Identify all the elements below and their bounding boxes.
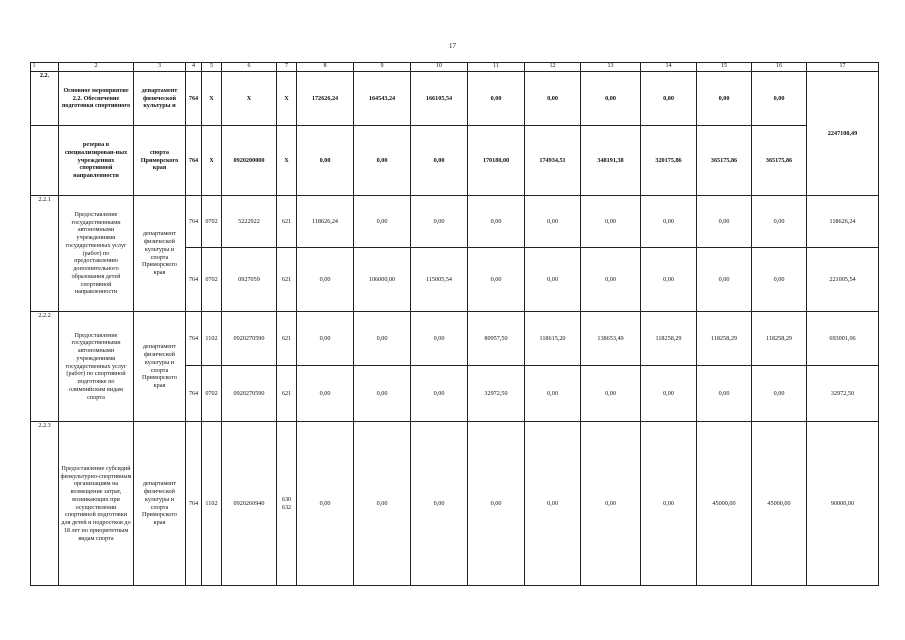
cell-expense-type: X xyxy=(277,72,297,126)
cell-grbs: 764 xyxy=(186,196,202,248)
cell-value: 320175,86 xyxy=(641,126,697,196)
cell-value: 0,00 xyxy=(411,312,468,366)
cell-section: X xyxy=(202,126,222,196)
header-cell: 15 xyxy=(697,63,752,72)
executor: департамент физической культуры и спорта Приморского края xyxy=(134,422,186,586)
cell-value: 0,00 xyxy=(354,312,411,366)
cell-value: 0,00 xyxy=(297,366,354,422)
cell-value: 0,00 xyxy=(468,248,525,312)
header-cell: 4 xyxy=(186,63,202,72)
cell-total: 90000,00 xyxy=(807,422,879,586)
header-cell: 1 xyxy=(31,63,59,72)
header-cell: 8 xyxy=(297,63,354,72)
cell-total: 2247108,49 xyxy=(807,72,879,196)
cell-value: 0,00 xyxy=(752,196,807,248)
cell-value: 170180,00 xyxy=(468,126,525,196)
cell-section: 0702 xyxy=(202,248,222,312)
table-row xyxy=(31,196,879,248)
cell-value: 0,00 xyxy=(525,248,581,312)
cell-value: 0,00 xyxy=(641,72,697,126)
cell-expense-type: 621 xyxy=(277,248,297,312)
cell-value: 0,00 xyxy=(697,196,752,248)
cell-target-article: 5222922 xyxy=(222,196,277,248)
cell-value: 0,00 xyxy=(581,196,641,248)
cell-value: 0,00 xyxy=(411,366,468,422)
cell-expense-type: 630 632 xyxy=(277,422,297,586)
header-cell: 13 xyxy=(581,63,641,72)
cell-value: 0,00 xyxy=(752,366,807,422)
header-cell: 11 xyxy=(468,63,525,72)
header-cell: 12 xyxy=(525,63,581,72)
cell-grbs: 764 xyxy=(186,126,202,196)
executor: департамент физической культуры и спорта Приморского края xyxy=(134,196,186,312)
cell-grbs: 764 xyxy=(186,422,202,586)
header-cell: 16 xyxy=(752,63,807,72)
cell-value: 115005,54 xyxy=(411,248,468,312)
cell-grbs: 764 xyxy=(186,72,202,126)
header-cell: 5 xyxy=(202,63,222,72)
cell-value: 365175,86 xyxy=(697,126,752,196)
activity-description: Предоставление государственными автономными учреждениями государственных услуг (работ) по предоставлению дополнительного образования детей спортивной направленности xyxy=(59,196,134,312)
cell-target-article: 0927059 xyxy=(222,248,277,312)
cell-value: 0,00 xyxy=(411,126,468,196)
table-row xyxy=(31,72,879,126)
cell-value: 0,00 xyxy=(297,248,354,312)
header-cell: 9 xyxy=(354,63,411,72)
cell-total: 32972,50 xyxy=(807,366,879,422)
cell-target-article: 0920200000 xyxy=(222,126,277,196)
cell-value: 0,00 xyxy=(581,72,641,126)
cell-value: 0,00 xyxy=(297,126,354,196)
cell-section: 1102 xyxy=(202,312,222,366)
cell-value: 118615,20 xyxy=(525,312,581,366)
cell-target-article: 0920270590 xyxy=(222,366,277,422)
executor: департамент физической культуры и xyxy=(134,72,186,126)
cell-value: 32972,50 xyxy=(468,366,525,422)
cell-total: 118626,24 xyxy=(807,196,879,248)
cell-value: 0,00 xyxy=(525,196,581,248)
executor: департамент физической культуры и спорта Приморского края xyxy=(134,312,186,422)
cell-value: 45000,00 xyxy=(752,422,807,586)
table-row xyxy=(31,422,879,586)
cell-value: 80957,50 xyxy=(468,312,525,366)
header-cell: 14 xyxy=(641,63,697,72)
cell-expense-type: 621 xyxy=(277,196,297,248)
header-cell: 17 xyxy=(807,63,879,72)
row-number-empty xyxy=(31,126,59,196)
budget-table xyxy=(30,62,879,586)
cell-value: 0,00 xyxy=(525,72,581,126)
cell-value: 118258,29 xyxy=(641,312,697,366)
cell-value: 0,00 xyxy=(641,422,697,586)
cell-value: 172626,24 xyxy=(297,72,354,126)
cell-section: 0702 xyxy=(202,366,222,422)
header-cell: 3 xyxy=(134,63,186,72)
cell-value: 0,00 xyxy=(752,248,807,312)
header-cell: 2 xyxy=(59,63,134,72)
cell-value: 0,00 xyxy=(581,248,641,312)
cell-value: 0,00 xyxy=(581,366,641,422)
cell-value: 0,00 xyxy=(468,196,525,248)
cell-value: 174934,51 xyxy=(525,126,581,196)
activity-description: Предоставление государственными автономными учреждениями государственных услуг (работ) по спортивной подготовке по олимпийским видам спорта xyxy=(59,312,134,422)
cell-value: 0,00 xyxy=(411,196,468,248)
cell-value: 0,00 xyxy=(468,72,525,126)
cell-expense-type: 621 xyxy=(277,312,297,366)
header-cell: 6 xyxy=(222,63,277,72)
activity-description: резерва в специализирован-ных учреждениях спортивной направленности xyxy=(59,126,134,196)
cell-value: 0,00 xyxy=(525,422,581,586)
header-row xyxy=(31,63,879,72)
activity-description: Предоставление субсидий физкультурно-спортивным организациям на возмещение затрат, возникающих при осуществлении спортивной подготовки для детей и подростков до 18 лет по приоритетным видам спорта xyxy=(59,422,134,586)
cell-expense-type: X xyxy=(277,126,297,196)
cell-value: 0,00 xyxy=(752,72,807,126)
cell-value: 0,00 xyxy=(697,366,752,422)
cell-total: 221005,54 xyxy=(807,248,879,312)
cell-grbs: 764 xyxy=(186,312,202,366)
cell-value: 164543,24 xyxy=(354,72,411,126)
cell-value: 166105,54 xyxy=(411,72,468,126)
cell-target-article: 0920270590 xyxy=(222,312,277,366)
cell-grbs: 764 xyxy=(186,248,202,312)
cell-value: 0,00 xyxy=(468,422,525,586)
cell-section: X xyxy=(202,72,222,126)
cell-total: 693001,06 xyxy=(807,312,879,366)
cell-value: 0,00 xyxy=(354,366,411,422)
cell-section: 0702 xyxy=(202,196,222,248)
cell-value: 0,00 xyxy=(641,248,697,312)
header-cell: 10 xyxy=(411,63,468,72)
cell-value: 0,00 xyxy=(525,366,581,422)
cell-value: 0,00 xyxy=(354,422,411,586)
cell-grbs: 764 xyxy=(186,366,202,422)
cell-section: 1102 xyxy=(202,422,222,586)
cell-value: 0,00 xyxy=(697,72,752,126)
row-number: 2.2.1 xyxy=(31,196,59,312)
cell-value: 118258,29 xyxy=(697,312,752,366)
cell-value: 0,00 xyxy=(297,312,354,366)
row-number: 2.2.3 xyxy=(31,422,59,586)
row-number: 2.2.2 xyxy=(31,312,59,422)
cell-value: 0,00 xyxy=(581,422,641,586)
cell-value: 118258,29 xyxy=(752,312,807,366)
cell-value: 0,00 xyxy=(697,248,752,312)
header-cell: 7 xyxy=(277,63,297,72)
cell-value: 106000,00 xyxy=(354,248,411,312)
page-number: 17 xyxy=(449,42,456,50)
cell-value: 45000,00 xyxy=(697,422,752,586)
cell-value: 365175,86 xyxy=(752,126,807,196)
cell-value: 0,00 xyxy=(641,196,697,248)
cell-expense-type: 621 xyxy=(277,366,297,422)
cell-value: 0,00 xyxy=(297,422,354,586)
cell-value: 348191,38 xyxy=(581,126,641,196)
table-row xyxy=(31,312,879,366)
row-number: 2.2. xyxy=(31,72,59,126)
cell-target-article: 0920260940 xyxy=(222,422,277,586)
executor: спорта Приморского края xyxy=(134,126,186,196)
cell-target-article: X xyxy=(222,72,277,126)
cell-value: 118626,24 xyxy=(297,196,354,248)
cell-value: 0,00 xyxy=(641,366,697,422)
cell-value: 138653,49 xyxy=(581,312,641,366)
activity-description: Основное мероприятие 2.2. Обеспечение подготовки спортивного xyxy=(59,72,134,126)
cell-value: 0,00 xyxy=(354,196,411,248)
cell-value: 0,00 xyxy=(354,126,411,196)
cell-value: 0,00 xyxy=(411,422,468,586)
table-row xyxy=(31,126,879,196)
